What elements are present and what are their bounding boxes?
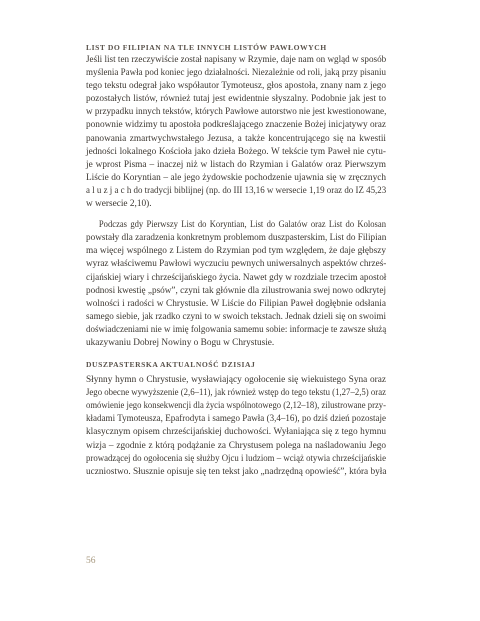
text-line: doświadczeniami nie w imię folgowania samemu sobie: informacje te zawsze służą [86,324,387,335]
text-line: powstały dla zaradzenia konkretnym problemom duszpasterskim, List do Filipian [86,233,387,244]
text-line: uczniostwo. Słusznie opisuje się ten tekst jako „nadrzędną opowieść”, która była [86,466,387,477]
text-line: myślenia Pawła pod koniec jego działalności. Niezależnie od roli, jaką przy pisaniu [86,68,386,79]
text-line: jedności lokalnego Kościoła jako dzieła Bożego. W tekście tym Paweł nie cytu- [86,146,386,157]
section-gap [86,350,386,359]
text-line: pozostałych listów, również tutaj jest ewidentnie słyszalny. Podobnie jak jest to [86,94,386,105]
text-line: ma więcej wspólnego z Listem do Rzymian pod tym względem, że daje głębszy [86,246,386,257]
text-line: prowadzącej do ogołocenia się służby Ojcu i ludziom – wciąż otywia chrześcijańskie [86,453,387,464]
paragraph-1 [86,54,386,211]
text-line: w wersecie 2,10). [86,199,152,210]
page-number: 56 [86,556,96,566]
text-line: wolności i radości w Chrystusie. W Liście do Filipian Paweł dogłębnie odsłania [86,298,386,309]
text-line: Liście do Koryntian – ale jego żydowskie pochodzenie ujawnia się w zręcznych [86,172,386,183]
text-line: kładami Tymoteusza, Epafrodyta i samego Pawła (3,4–16), po dziś dzień pozostaje [86,414,387,425]
text-line: a l u z j a c h do tradycji biblijnej (np. do III 13,16 w wersecie 1,19 oraz do IZ 45,23 [86,185,387,196]
text-line: Słynny hymn o Chrystusie, wysławiający ogołocenie się wiekuistego Syna oraz [86,375,386,386]
text-line: ukazywaniu Dobrej Nowiny o Bogu w Chrystusie. [86,337,275,348]
text-line: wizja – zgodnie z którą podążanie za Chrystusem polega na naśladowaniu Jego [86,440,386,451]
paragraph-gap [86,211,386,219]
text-line: je wprost Pisma – inaczej niż w listach do Rzymian i Galatów oraz Pierwszym [86,159,386,170]
paragraph-2 [86,219,386,350]
text-line: omówienie jego konsekwencji dla życia wspólnotowego (2,12–18), zilustrowane przy- [86,401,387,412]
text-line: Podczas gdy Pierwszy List do Koryntian, List do Galatów oraz List do Kolosan [98,220,387,231]
text-line: ponownie widzimy tu apostoła podkreślającego znaczenie Bożej inicjatywy oraz [86,120,386,131]
text-line: wyraz właściwemu Pawłowi wyczuciu pewnych uniwersalnych aspektów chrześ- [86,259,387,270]
text-line: w przypadku innych tekstów, których Pawłowe autorstwo nie jest kwestionowane, [86,107,387,118]
text-line: tego tekstu odegrał jako współautor Tymoteusz, głos apostoła, znany nam z jego [86,81,386,92]
section-heading-duszpasterska: DUSZPASTERSKA AKTUALNOŚĆ DZISIAJ [86,360,256,370]
text-line: samego siebie, jak rzadko czyni to w swoich tekstach. Jednak dzieli się on swoimi [86,311,387,322]
text-line: cijańskiej wiary i chrześcijańskiego życia. Nawet gdy w rozdziale trzecim apostoł [86,272,387,283]
section-heading-filipian: LIST DO FILIPIAN NA TLE INNYCH LISTÓW PAWŁOWYCH [86,43,327,52]
text-line: Jego obecne wywyższenie (2,6–11), jak również wstęp do tego tekstu (1,27–2,5) oraz [86,388,387,399]
text-line: Jeśli list ten rzeczywiście został napisany w Rzymie, daje nam on wgląd w sposób [86,55,387,65]
text-line: klasycznym opisem chrześcijańskiej duchowości. Wyłaniająca się z tego hymnu [86,427,386,438]
paragraph-3 [86,374,386,479]
page-content [86,42,386,479]
text-line: panowania zmartwychwstałego Jezusa, a także koncentrującego się na kwestii [86,133,386,144]
text-line: podnosi kwestię „psów”, czyni tak głównie dla zilustrowania swej nowo odkrytej [86,285,387,296]
